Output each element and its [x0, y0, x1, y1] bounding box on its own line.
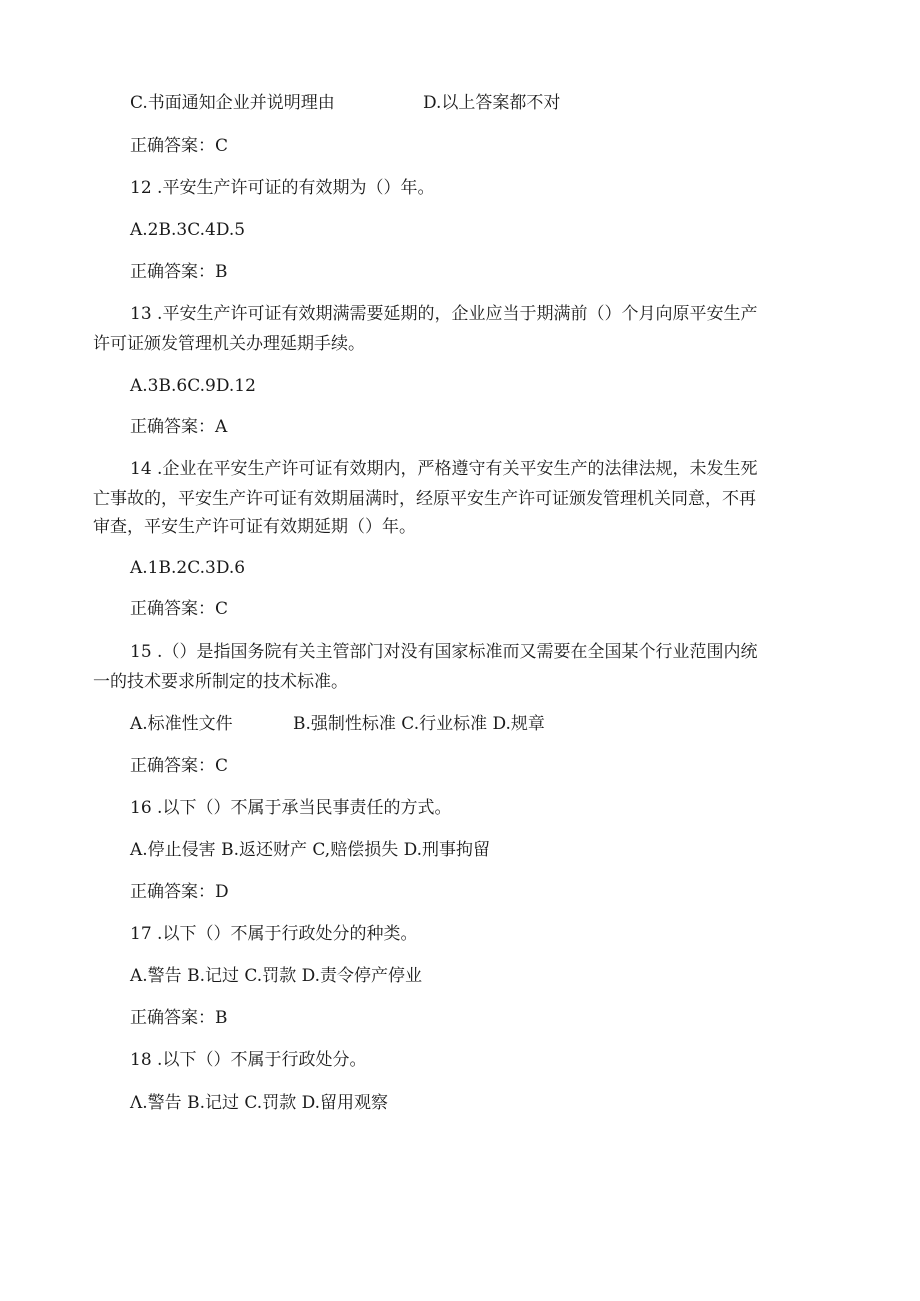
question-14-line-1: 14 .企业在平安生产许可证有效期内，严格遵守有关平安生产的法律法规，未发生死: [130, 459, 758, 479]
question-13-line-2: 许可证颁发管理机关办理延期手续。: [93, 334, 365, 354]
question-18: 18 .以下（）不属于行政处分。: [130, 1050, 367, 1070]
question-13-line-1: 13 .平安生产许可证有效期满需要延期的，企业应当于期满前（）个月向原平安生产: [130, 304, 758, 324]
q15-options-b-d: B.强制性标准 C.行业标准 D.规章: [293, 714, 545, 734]
options-q12: A.2B.3C.4D.5: [130, 220, 246, 240]
answer-q17: 正确答案：B: [130, 1008, 228, 1028]
q11-option-c: C.书面通知企业并说明理由: [130, 93, 335, 113]
answer-q14: 正确答案：C: [130, 599, 229, 619]
answer-q15: 正确答案：C: [130, 756, 229, 776]
question-12: 12 .平安生产许可证的有效期为（）年。: [130, 178, 435, 198]
question-16: 16 .以下（）不属于承当民事责任的方式。: [130, 798, 452, 818]
question-15-line-1: 15 .（）是指国务院有关主管部门对没有国家标准而又需要在全国某个行业范围内统: [130, 642, 758, 662]
q15-option-a: A.标准性文件: [130, 714, 233, 734]
options-q18: Λ.警告 B.记过 C.罚款 D.留用观察: [130, 1093, 389, 1113]
answer-q12: 正确答案：B: [130, 262, 228, 282]
answer-q11: 正确答案：C: [130, 136, 229, 156]
options-q14: A.1B.2C.3D.6: [130, 558, 246, 578]
question-14-line-3: 审查，平安生产许可证有效期延期（）年。: [93, 517, 416, 537]
options-q13: A.3B.6C.9D.12: [130, 376, 256, 396]
answer-q16: 正确答案：D: [130, 882, 229, 902]
question-14-line-2: 亡事故的，平安生产许可证有效期届满时，经原平安生产许可证颁发管理机关同意，不再: [93, 489, 756, 509]
question-15-line-2: 一的技术要求所制定的技术标准。: [93, 672, 348, 692]
q11-option-d: D.以上答案都不对: [423, 93, 561, 113]
options-q17: A.警告 B.记过 C.罚款 D.责令停产停业: [130, 966, 423, 986]
answer-q13: 正确答案：A: [130, 417, 228, 437]
question-17: 17 .以下（）不属于行政处分的种类。: [130, 924, 418, 944]
options-q16: A.停止侵害 B.返还财产 C,赔偿损失 D.刑事拘留: [130, 840, 491, 860]
